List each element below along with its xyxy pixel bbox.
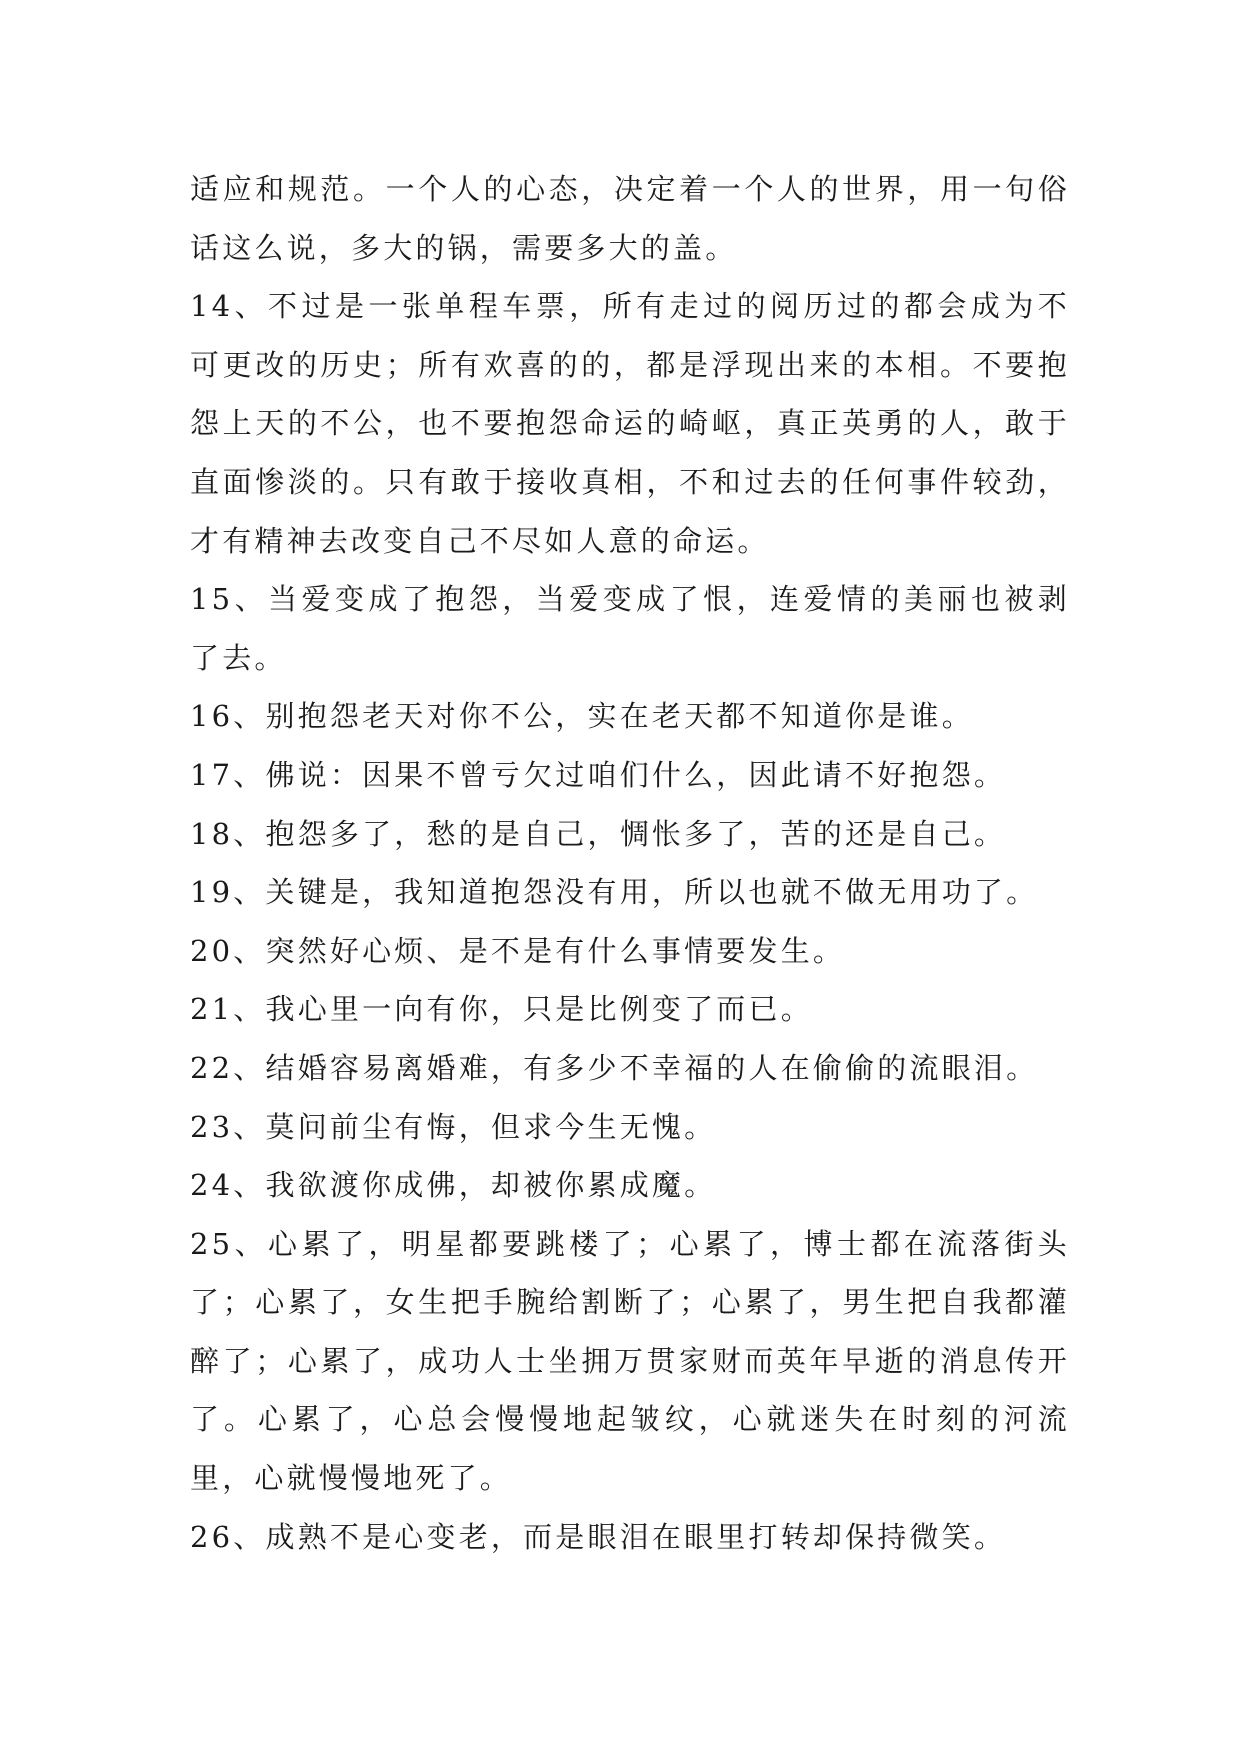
paragraph-item-17: 17、佛说：因果不曾亏欠过咱们什么，因此请不好抱怨。: [190, 757, 1007, 792]
paragraph-item-14: 14、不过是一张单程车票，所有走过的阅历过的都会成为不可更改的历史；所有欢喜的的，都是浮现出来的本相。不要抱怨上天的不公，也不要抱怨命运的崎岖，真正英勇的人，敢于直面惨淡的。只有敢于接收真相，不和过去的任何事件较劲，才有精神去改变自己不尽如人意的命运。: [190, 289, 1070, 558]
paragraph-item-22: 22、结婚容易离婚难，有多少不幸福的人在偷偷的流眼泪。: [190, 1050, 1039, 1085]
paragraph-item-15: 15、当爱变成了抱怨，当爱变成了恨，连爱情的美丽也被剥了去。: [190, 582, 1070, 675]
paragraph-item-26: 26、成熟不是心变老，而是眼泪在眼里打转却保持微笑。: [190, 1519, 1007, 1554]
document-body: [190, 160, 1070, 1566]
paragraph-item-24: 24、我欲渡你成佛，却被你累成魔。: [190, 1168, 717, 1203]
paragraph-item-25: 25、心累了，明星都要跳楼了；心累了，博士都在流落街头了；心累了，女生把手腕给割断了；心累了，男生把自我都灌醉了；心累了，成功人士坐拥万贯家财而英年早逝的消息传开了。心累了，心总会慢慢地起皱纹，心就迷失在时刻的河流里，心就慢慢地死了。: [190, 1226, 1070, 1496]
paragraph-item-20: 20、突然好心烦、是不是有什么事情要发生。: [190, 933, 846, 968]
paragraph-item-16: 16、别抱怨老天对你不公，实在老天都不知道你是谁。: [190, 699, 974, 734]
paragraph-item-23: 23、莫问前尘有悔，但求今生无愧。: [190, 1109, 717, 1144]
paragraph-item-18: 18、抱怨多了，愁的是自己，惆怅多了，苦的还是自己。: [190, 816, 1007, 851]
paragraph-item-19: 19、关键是，我知道抱怨没有用，所以也就不做无用功了。: [190, 875, 1039, 910]
paragraph-item-21: 21、我心里一向有你，只是比例变了而已。: [190, 992, 813, 1027]
paragraph-continuation: 适应和规范。一个人的心态，决定着一个人的世界，用一句俗话这么说，多大的锅，需要多大的盖。: [190, 172, 1070, 265]
